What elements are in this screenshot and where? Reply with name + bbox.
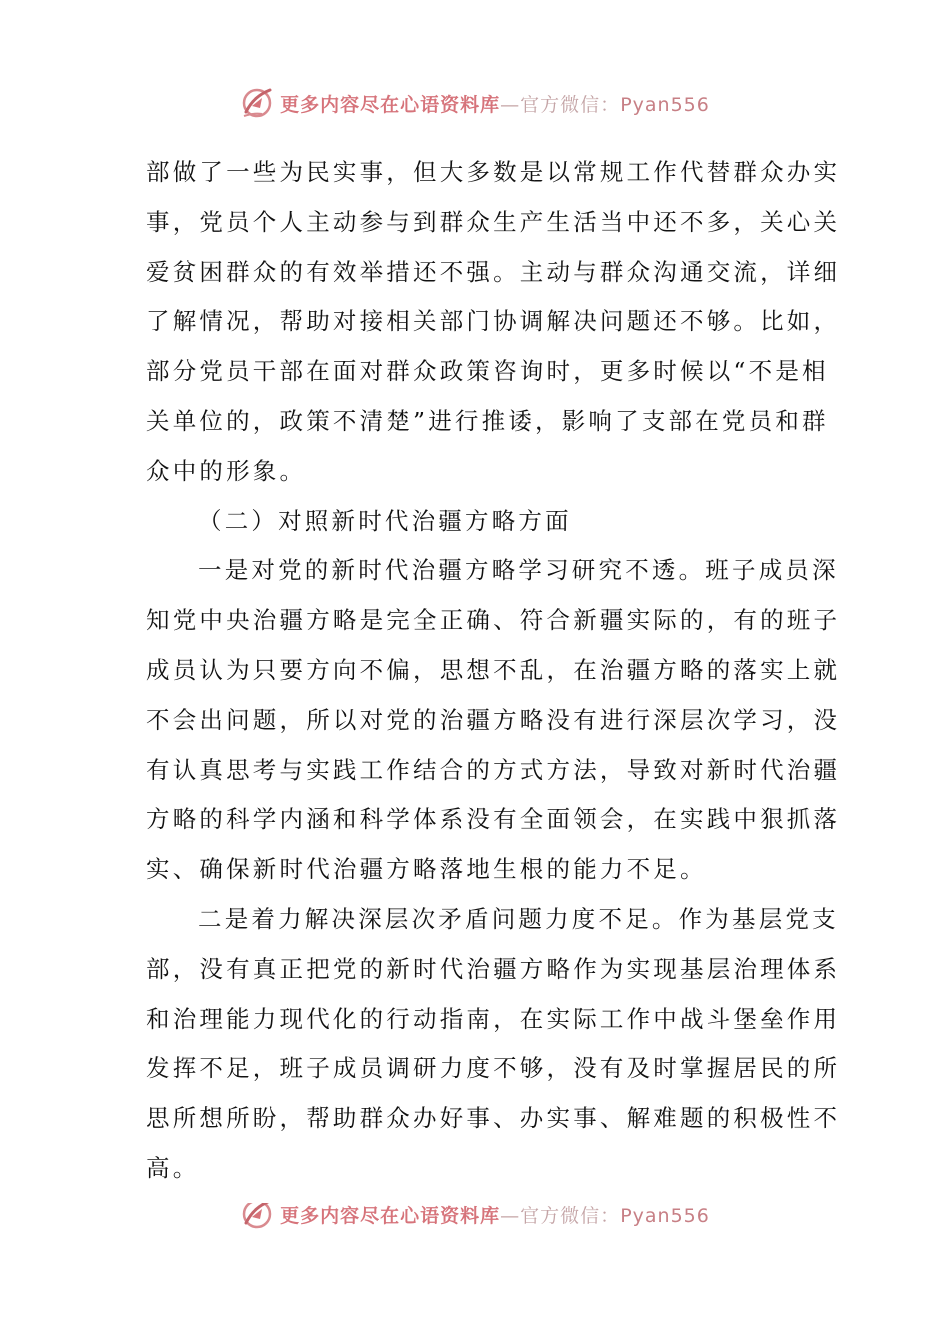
text-line: 关单位的，政策不清楚”进行推诿，影响了支部在党员和群 [146, 406, 829, 435]
text-line: 和治理能力现代化的行动指南，在实际工作中战斗堡垒作用 [146, 1004, 841, 1033]
text-line: 爱贫困群众的有效举措还不强。主动与群众沟通交流，详细 [146, 257, 841, 286]
text-line: 高。 [146, 1153, 200, 1182]
heading-line: （二）对照新时代治疆方略方面 [198, 506, 572, 535]
text-line: 发挥不足，班子成员调研力度不够，没有及时掌握居民的所 [146, 1054, 841, 1083]
footer-banner-text [280, 1203, 710, 1228]
brand-logo-icon [240, 86, 274, 120]
text-line: 方略的科学内涵和科学体系没有全面领会，在实践中狠抓落 [146, 805, 841, 834]
text-line: 事，党员个人主动参与到群众生产生活当中还不多，关心关 [146, 207, 841, 236]
text-line: 思所想所盼，帮助群众办好事、办实事、解难题的积极性不 [146, 1104, 841, 1133]
brand-logo-icon [240, 1203, 274, 1231]
footer-banner-dash-text: —官方微信： [500, 1204, 621, 1227]
section-heading [146, 497, 810, 547]
banner-wechat-id: Pyan556 [620, 93, 710, 116]
footer-banner-inner [240, 1203, 710, 1231]
text-line: 部，没有真正把党的新时代治疆方略作为实现基层治理体系 [146, 954, 841, 983]
document-body [146, 148, 841, 1194]
text-line: 了解情况，帮助对接相关部门协调解决问题还不够。比如， [146, 307, 841, 336]
banner-dash-text: —官方微信： [500, 93, 621, 116]
text-line: 众中的形象。 [146, 456, 307, 485]
paragraph-1 [146, 148, 841, 497]
text-line: 不会出问题，所以对党的治疆方略没有进行深层次学习，没 [146, 705, 841, 734]
paragraph-3 [146, 895, 841, 1194]
text-line: 有认真思考与实践工作结合的方式方法，导致对新时代治疆 [146, 755, 841, 784]
text-line: 实、确保新时代治疆方略落地生根的能力不足。 [146, 855, 707, 884]
text-line: 部分党员干部在面对群众政策咨询时，更多时候以“不是相 [146, 357, 829, 386]
banner-main-text: 更多内容尽在心语资料库 [280, 93, 501, 116]
footer-banner-wechat-id: Pyan556 [620, 1204, 710, 1227]
text-line: 部做了一些为民实事，但大多数是以常规工作代替群众办实 [146, 158, 841, 186]
paragraph-2 [146, 546, 841, 895]
banner-text [280, 90, 710, 117]
footer-watermark-banner [0, 1203, 950, 1237]
text-line: 二是着力解决深层次矛盾问题力度不足。作为基层党支 [198, 904, 839, 933]
text-line: 一是对党的新时代治疆方略学习研究不透。班子成员深 [198, 556, 839, 585]
text-line: 知党中央治疆方略是完全正确、符合新疆实际的，有的班子 [146, 606, 841, 635]
text-line: 成员认为只要方向不偏，思想不乱，在治疆方略的落实上就 [146, 655, 841, 684]
footer-banner-main-text: 更多内容尽在心语资料库 [280, 1204, 501, 1227]
header-watermark-banner [0, 83, 950, 123]
